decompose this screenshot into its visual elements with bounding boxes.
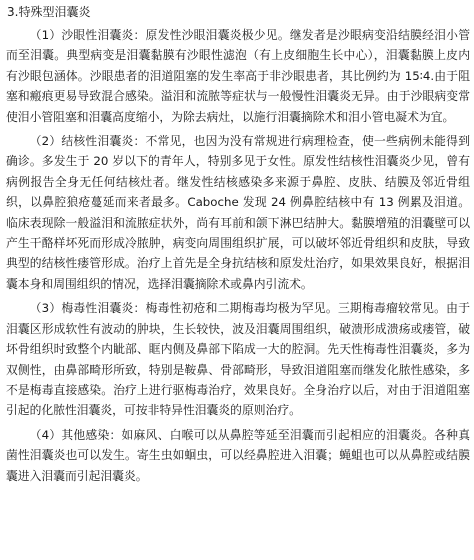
paragraph-tuberculosis: （2）结核性泪囊炎：不常见，也因为没有常规进行病理检查，使一些病例未能得到确诊。多发生于 20 岁以下的青年人，特别多见于女性。原发性结核性泪囊炎少见，曾有病例报告全身无任何结核灶者。继发性结核感染多来源于鼻腔、皮肤、结膜及邻近骨组织，以鼻腔狼疮蔓延而来者最多。Caboche 发现 24 例鼻腔结核中有 13 例累及泪道。临床表现除一般溢泪和流脓症状外，尚有耳前和颌下淋巴结肿大。黏膜增殖的泪囊壁可以产生干酪样坏死而形成冷脓肿，病变向周围组织扩展，可以破坏邻近骨组织和皮肤，导致典型的结核性瘘管形成。治疗上首先是全身抗结核和原发灶治疗，如果效果良好，根据泪囊本身和周围组织的情况，选择泪囊摘除术或鼻内引流术。 [6, 134, 470, 291]
paragraph-syphilis: （3）梅毒性泪囊炎：梅毒性初疮和二期梅毒均极为罕见。三期梅毒瘤较常见。由于泪囊区形成软性有波动的肿块，生长较快，波及泪囊周围组织，破溃形成溃疡或瘘管，破坏骨组织时致整个内眦部、眶内侧及鼻部下陷成一大的腔洞。先天性梅毒性泪囊炎，多为双侧性，由鼻部畸形所致，特别是鞍鼻、骨部畸形，导致泪道阻塞而继发化脓性感染，多不是梅毒直接感染。治疗上进行驱梅毒治疗，效果良好。全身治疗以后，对由于泪道阻塞引起的化脓性泪囊炎，可按非特异性泪囊炎的原则治疗。 [6, 301, 470, 418]
document-page [6, 0, 470, 560]
section-heading: 3.特殊型泪囊炎 [7, 5, 91, 19]
paragraph-other-infections: （4）其他感染：如麻风、白喉可以从鼻腔等延至泪囊而引起相应的泪囊炎。各种真菌性泪囊炎也可以发生。寄生虫如蛔虫，可以经鼻腔进入泪囊；蝇蛆也可以从鼻腔或结膜囊进入泪囊而引起泪囊炎。 [6, 427, 470, 483]
paragraph-trachoma: （1）沙眼性泪囊炎：原发性沙眼泪囊炎极少见。继发者是沙眼病变沿结膜经泪小管而至泪囊。典型病变是泪囊黏膜有沙眼性滤泡（有上皮细胞生长中心），泪囊黏膜上皮内有沙眼包涵体。沙眼患者的泪道阻塞的发生率高于非沙眼患者，其比例约为 15∶4.由于阻塞和瘢痕更易导致混合感染。溢泪和流脓等症状与一般慢性泪囊炎无异。由于沙眼病变常使泪小管阻塞和泪囊高度缩小，为除去病灶，以施行泪囊摘除术和泪小管电凝术为宜。 [6, 28, 470, 124]
